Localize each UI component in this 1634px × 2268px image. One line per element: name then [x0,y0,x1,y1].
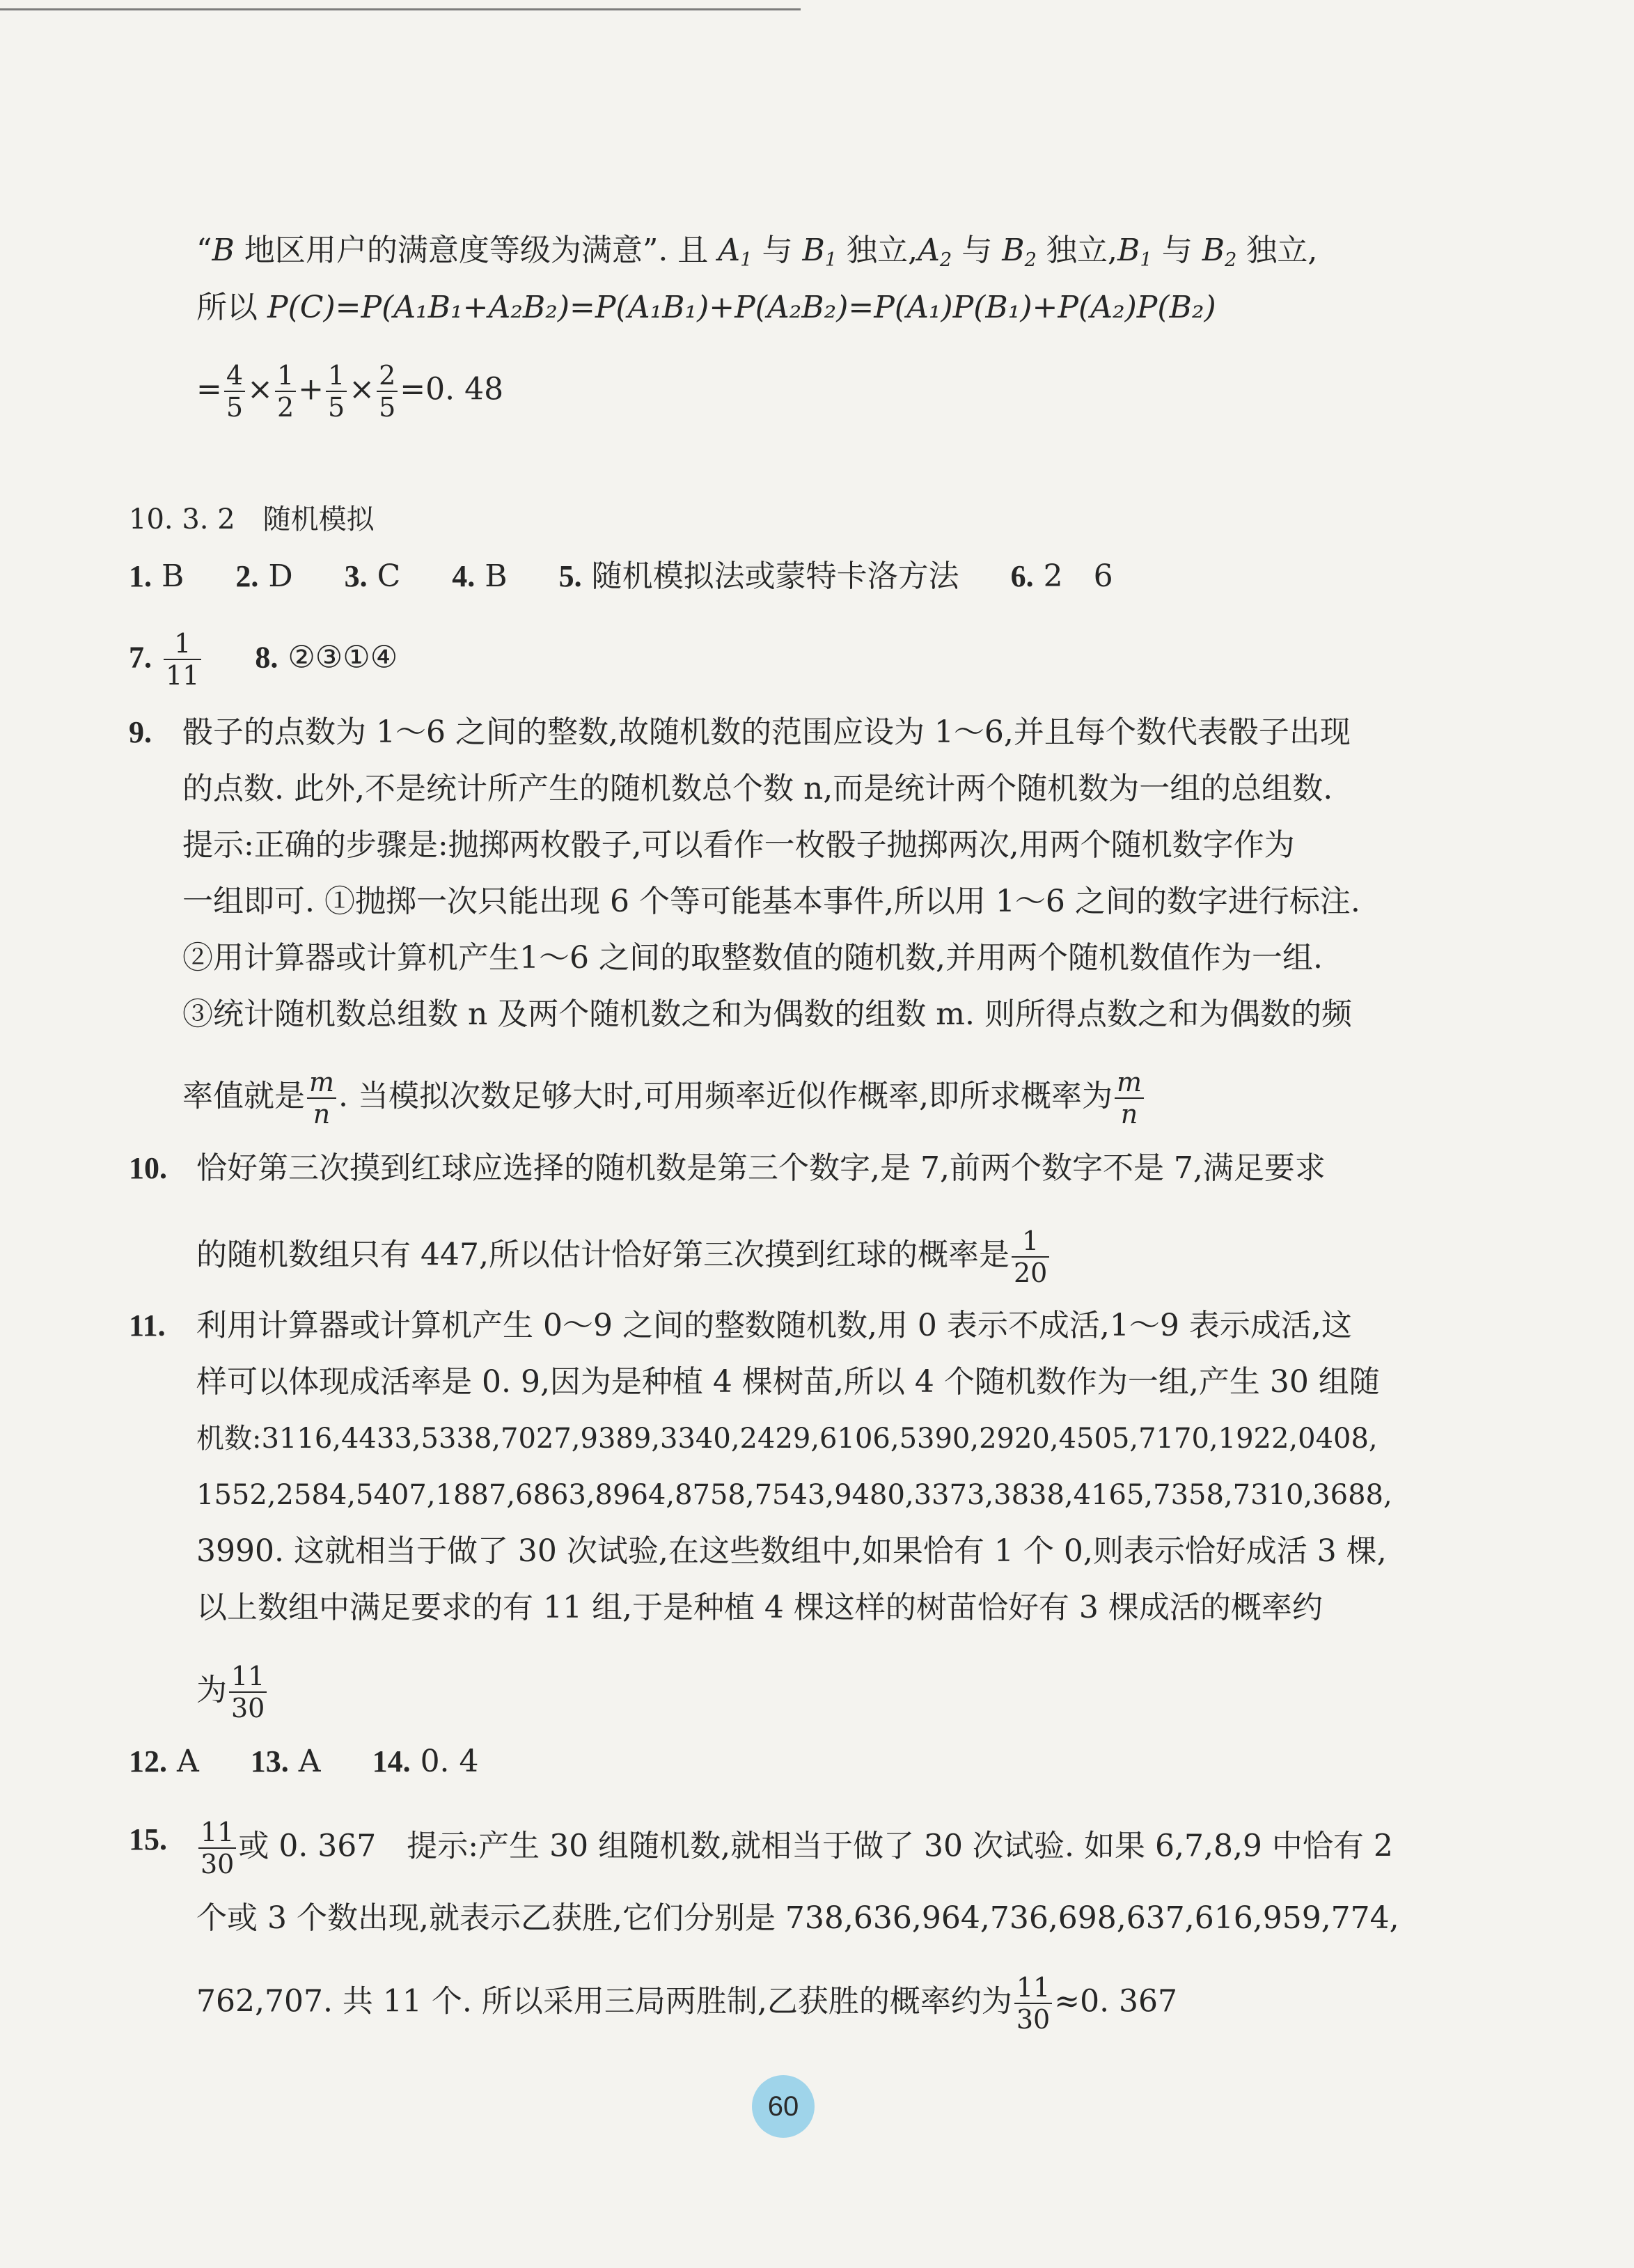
prev-line-3: = $\frac{4}{5}$ × $\frac{1}{2}$ + $\frac{1}{5}$ × $\frac{2}{5}$ =0. 48 [196,360,504,423]
q9-line: ③统计随机数总组数 n 及两个随机数之和为偶数的组数 m. 则所得点数之和为偶数的频 [182,996,1352,1032]
fraction: $\frac{2}{5}$ [377,362,398,421]
question-number: 5. [558,559,582,593]
q11-line: 3990. 这就相当于做了 30 次试验,在这些数组中,如果恰有 1 个 0,则表示恰好成活 3 棵, [196,1533,1387,1569]
fraction: $\frac{11}{30}$ [198,1819,236,1877]
formula: P(C)=P(A₁B₁+A₂B₂)=P(A₁B₁)+P(A₂B₂)=P(A₁)P(B₁)+P(A₂)P(B₂) [267,290,1216,325]
q11-line: 样可以体现成活率是 0. 9,因为是种植 4 棵树苗,所以 4 个随机数作为一组,产生 30 组随 [196,1364,1380,1400]
question-number: 15. [129,1822,167,1856]
q11-line: 机数:3116,4433,5338,7027,9389,3340,2429,6106,5390,2920,4505,7170,1922,0408, [196,1423,1378,1455]
answer: A [177,1744,199,1779]
q10-line [196,1228,1051,1286]
question-number: 7. [129,640,152,675]
text: 与 [961,233,993,268]
text: . 当模拟次数足够大时,可用频率近似作概率,即所求概率为 [338,1078,1113,1114]
text: 的随机数组只有 447,所以估计恰好第三次摸到红球的概率是 [196,1237,1010,1273]
q15-line [196,1974,1177,2033]
answer: B [485,558,508,594]
text: 独立, [1046,233,1117,268]
question-number: 8. [255,640,278,675]
text: 所以 [196,290,258,325]
text: 与 [762,233,793,268]
text: B [212,233,235,268]
answer: A [298,1744,321,1779]
question-number: 10. [129,1151,167,1185]
q9-line: 的点数. 此外,不是统计所产生的随机数总个数 n,而是统计两个随机数为一组的总组数. [182,771,1333,806]
q11-line: 利用计算器或计算机产生 0～9 之间的整数随机数,用 0 表示不成活,1～9 表示成活,这 [196,1308,1352,1343]
answer: D [268,558,293,594]
text: ≈0. 367 [1054,1983,1178,2019]
question-number: 1. [129,559,152,593]
fraction: $\frac{11}{30}$ [229,1663,267,1721]
answer: 0. 4 [420,1744,479,1779]
question-number: 3. [344,559,368,593]
question-number: 2. [235,559,259,593]
fraction: $\frac{m}{n}$ [1115,1069,1144,1127]
fraction: $\frac{11}{30}$ [1014,1974,1052,2033]
q9-line: ②用计算器或计算机产生1～6 之间的取整数值的随机数,并用两个随机数值作为一组. [182,940,1323,976]
page-number: 60 [752,2075,815,2138]
q9-line: 提示:正确的步骤是:抛掷两枚骰子,可以看作一枚骰子抛掷两次,用两个随机数字作为 [182,827,1295,863]
answer: 2 6 [1043,558,1113,594]
text: 与 [1161,233,1193,268]
fraction: $\frac{1}{2}$ [275,362,296,421]
question-number: 4. [452,559,476,593]
text: 率值就是 [182,1078,305,1114]
question-number: 11. [129,1308,166,1343]
prev-line-2 [196,287,1216,329]
fraction: $\frac{4}{5}$ [224,362,245,421]
question-number: 14. [372,1744,411,1778]
top-rule [0,8,801,10]
prev-line-1: “B 地区用户的满意度等级为满意”. 且 $A_1$ 与 $B_1$ 独立$,A_2$ 与 $B_2$ 独立$,B_1$ 与 $B_2$ 独立, [196,233,1318,272]
answer: B [162,558,184,594]
section-heading: 10. 3. 2 随机模拟 [129,503,375,535]
question-number: 13. [250,1744,289,1778]
text: 独立, [1246,233,1318,268]
question-number: 12. [129,1744,167,1778]
q11-line [196,1663,269,1721]
fraction: $\frac{1}{20}$ [1012,1228,1049,1286]
question-number: 6. [1010,559,1034,593]
q11-line: 1552,2584,5407,1887,6863,8964,8758,7543,9480,3373,3838,4165,7358,7310,3688, [196,1479,1392,1511]
q9-line: 一组即可. ①抛掷一次只能出现 6 个等可能基本事件,所以用 1～6 之间的数字进行标注. [182,884,1360,919]
text: 为 [196,1672,227,1708]
fraction: $\frac{1}{5}$ [326,362,347,421]
fraction: $\frac{m}{n}$ [307,1069,336,1127]
question-number: 9. [129,715,152,749]
text: 独立, [847,233,918,268]
text: =0. 48 [400,371,504,407]
answer: 随机模拟法或蒙特卡洛方法 [591,558,959,594]
text: “ [196,233,212,268]
text: 或 0. 367 提示:产生 30 组随机数,就相当于做了 30 次试验. 如果 6,7,8,9 中恰有 2 [238,1828,1393,1864]
q15-line: 个或 3 个数出现,就表示乙获胜,它们分别是 738,636,964,736,698,637,616,959,774, [196,1900,1399,1936]
q11-line: 以上数组中满足要求的有 11 组,于是种植 4 棵这样的树苗恰好有 3 棵成活的概率约 [196,1590,1323,1625]
q15-line [196,1819,1393,1877]
q9-line [182,1069,1146,1127]
text: 地区用户的满意度等级为满意”. 且 [234,233,718,268]
answers-row-2 [129,630,398,689]
q10-line: 恰好第三次摸到红球应选择的随机数是第三个数字,是 7,前两个数字不是 7,满足要求 [196,1150,1326,1186]
answers-row-1 [129,556,1113,597]
fraction: $\frac{1}{11}$ [164,630,201,689]
answer: ②③①④ [288,639,398,675]
q9-line: 骰子的点数为 1～6 之间的整数,故随机数的范围应设为 1～6,并且每个数代表骰子出现 [182,714,1351,750]
answer: C [377,558,401,594]
text: 762,707. 共 11 个. 所以采用三局两胜制,乙获胜的概率约为 [196,1983,1012,2019]
answers-row-3 [129,1741,479,1783]
